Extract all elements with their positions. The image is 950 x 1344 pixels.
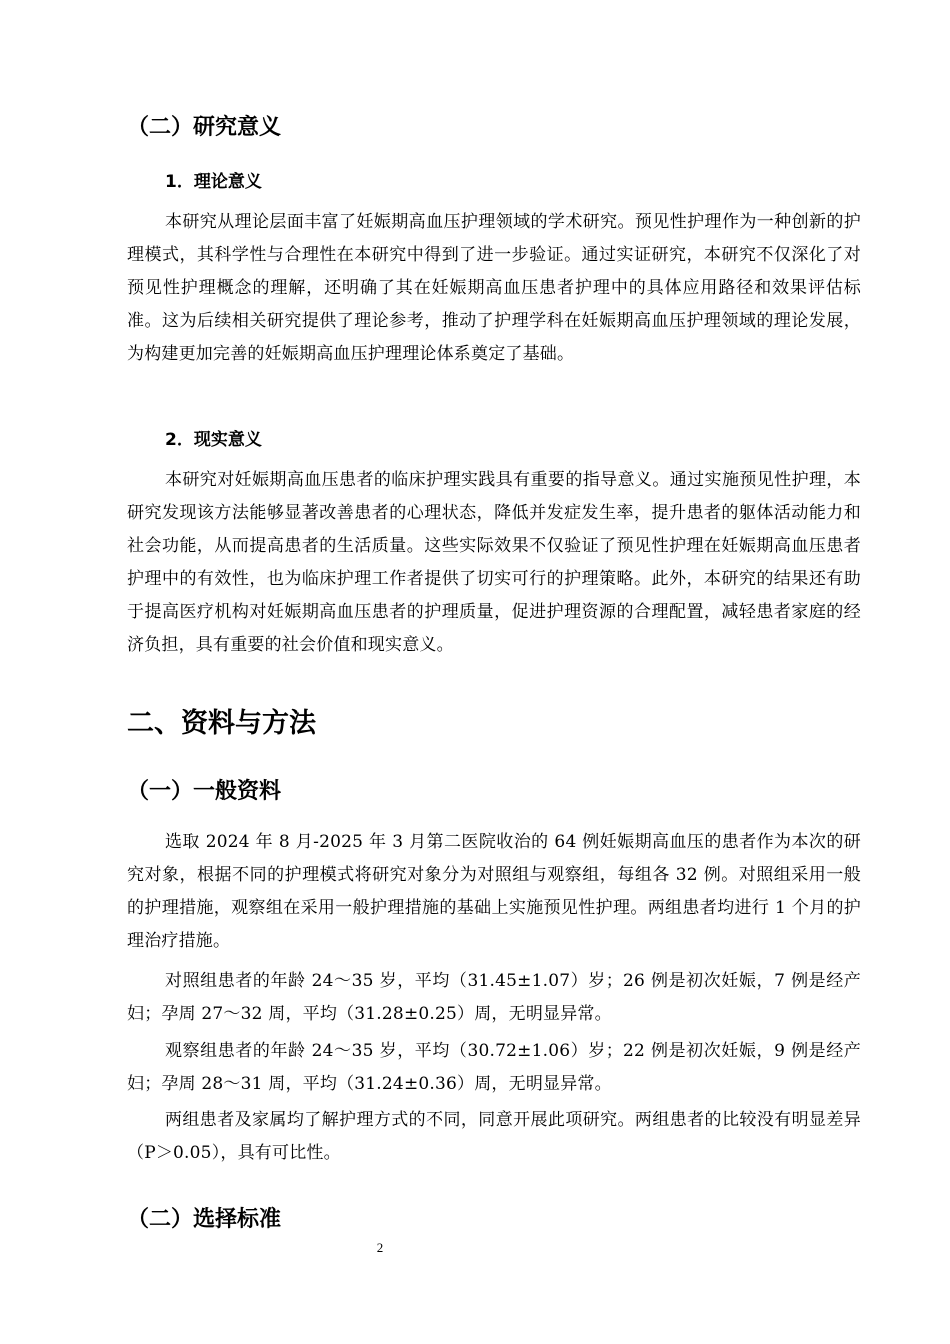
chapter-heading-materials-methods: 二、资料与方法	[127, 708, 316, 739]
paragraph-comparability: 两组患者及家属均了解护理方式的不同，同意开展此项研究。两组患者的比较没有明显差异（P＞0.05），具有可比性。	[127, 1110, 861, 1163]
page-number: 2	[376, 1240, 384, 1255]
subheading-theoretical-significance: 1．理论意义	[165, 172, 262, 192]
paragraph-observation-group: 观察组患者的年龄 24～35 岁，平均（30.72±1.06）岁；22 例是初次妊娠，9 例是经产妇；孕周 28～31 周，平均（31.24±0.36）周，无明显异常。	[127, 1041, 861, 1094]
subheading-practical-significance: 2．现实意义	[165, 430, 262, 450]
paragraph-theoretical-significance: 本研究从理论层面丰富了妊娠期高血压护理领域的学术研究。预见性护理作为一种创新的护理模式，其科学性与合理性在本研究中得到了进一步验证。通过实证研究，本研究不仅深化了对预见性护理概念的理解，还明确了其在妊娠期高血压患者护理中的具体应用路径和效果评估标准。这为后续相关研究提供了理论参考，推动了护理学科在妊娠期高血压护理领域的理论发展，为构建更加完善的妊娠期高血压护理理论体系奠定了基础。	[127, 212, 861, 364]
section-heading-research-significance: （二）研究意义	[127, 115, 282, 140]
section-heading-general-data: （一）一般资料	[127, 779, 282, 804]
paragraph-general-data-1: 选取 2024 年 8 月-2025 年 3 月第二医院收治的 64 例妊娠期高血压的患者作为本次的研究对象，根据不同的护理模式将研究对象分为对照组与观察组，每组各 32 例。对照组采用一般的护理措施，观察组在采用一般护理措施的基础上实施预见性护理。两组患者均进行 1 个月的护理治疗措施。	[127, 832, 861, 951]
paragraph-practical-significance: 本研究对妊娠期高血压患者的临床护理实践具有重要的指导意义。通过实施预见性护理，本研究发现该方法能够显著改善患者的心理状态，降低并发症发生率，提升患者的躯体活动能力和社会功能，从而提高患者的生活质量。这些实际效果不仅验证了预见性护理在妊娠期高血压患者护理中的有效性，也为临床护理工作者提供了切实可行的护理策略。此外，本研究的结果还有助于提高医疗机构对妊娠期高血压患者的护理质量，促进护理资源的合理配置，减轻患者家庭的经济负担，具有重要的社会价值和现实意义。	[127, 470, 861, 655]
paragraph-control-group: 对照组患者的年龄 24～35 岁，平均（31.45±1.07）岁；26 例是初次妊娠，7 例是经产妇；孕周 27～32 周，平均（31.28±0.25）周，无明显异常。	[127, 971, 861, 1024]
section-heading-selection-criteria: （二）选择标准	[127, 1207, 282, 1232]
